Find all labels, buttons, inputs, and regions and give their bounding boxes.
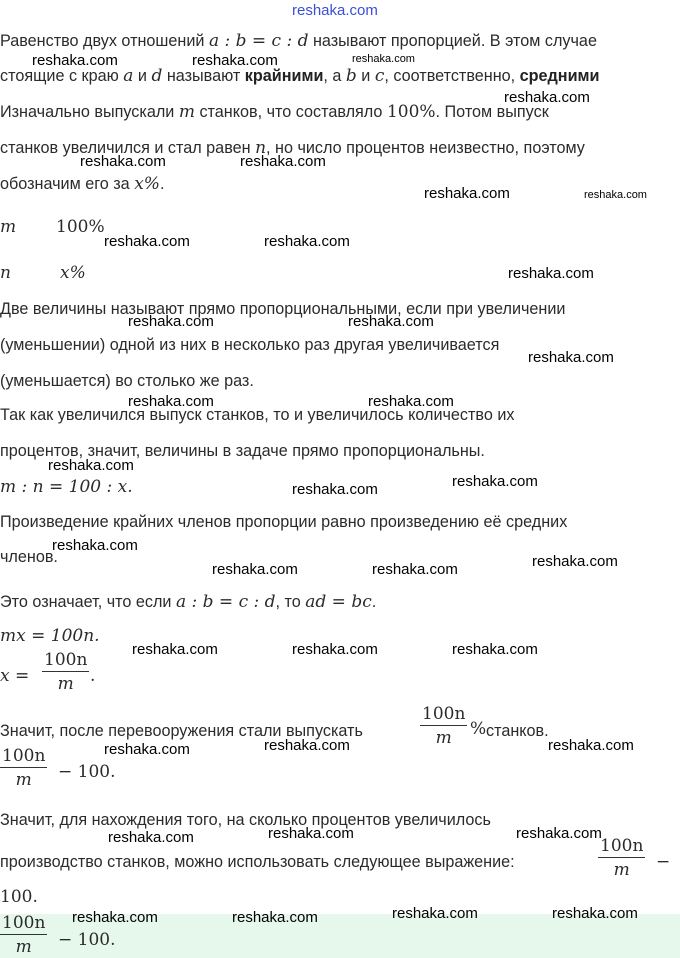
watermark: reshaka.com	[128, 313, 214, 330]
bold-term: крайними	[244, 67, 324, 85]
math-var: m	[178, 102, 195, 122]
watermark: reshaka.com	[348, 313, 434, 330]
watermark: reshaka.com	[48, 457, 134, 474]
math-var: b	[345, 66, 357, 86]
text: , то	[275, 593, 306, 611]
fraction-numerator: 100n	[600, 836, 644, 856]
math-var: x%	[134, 174, 160, 194]
fraction-answer	[0, 913, 47, 957]
watermark: reshaka.com	[32, 52, 118, 69]
watermark: reshaka.com	[292, 641, 378, 658]
reasoning-line-2: процентов, значит, величины в задаче прямо пропорциональны.	[0, 442, 485, 460]
solution-line-1	[0, 102, 549, 122]
watermark: reshaka.com	[128, 393, 214, 410]
conclusion-minus: −	[656, 852, 671, 872]
fraction-bar	[0, 934, 47, 935]
watermark: reshaka.com	[108, 829, 194, 846]
fraction-denominator: m	[613, 860, 630, 880]
fraction-bar	[0, 767, 47, 768]
table-row-1-col-a: m	[0, 217, 17, 237]
text: и	[133, 67, 152, 85]
table-row-2-col-b: x%	[60, 263, 86, 283]
watermark: reshaka.com	[192, 52, 278, 69]
watermark: reshaka.com	[132, 641, 218, 658]
bold-term: средними	[519, 67, 600, 85]
conclusion-line-3: 100.	[0, 887, 38, 907]
fraction-numerator: 100n	[2, 746, 46, 766]
rule-line-3: (уменьшается) во столько же раз.	[0, 372, 254, 390]
rule-line-1: Две величины называют прямо пропорциональными, если при увеличении	[0, 300, 566, 318]
watermark: reshaka.com	[528, 349, 614, 366]
site-header-link[interactable]: reshaka.com	[292, 2, 378, 19]
property-example	[0, 592, 376, 612]
watermark: reshaka.com	[548, 737, 634, 754]
math-var: a	[123, 66, 134, 86]
watermark: reshaka.com	[516, 825, 602, 842]
text: называют	[162, 67, 245, 85]
answer-tail: − 100.	[58, 930, 116, 950]
watermark: reshaka.com	[452, 641, 538, 658]
fraction-result	[420, 704, 467, 748]
table-row-1-col-b: 100%	[56, 217, 105, 237]
math-product: ad = bc	[305, 592, 372, 612]
watermark: reshaka.com	[508, 265, 594, 282]
watermark: reshaka.com	[52, 537, 138, 554]
equation-x-lhs: x =	[0, 666, 30, 686]
watermark: reshaka.com	[104, 233, 190, 250]
math-number: 100%	[386, 102, 436, 122]
text: .	[159, 175, 165, 193]
watermark: reshaka.com	[504, 89, 590, 106]
property-line-2: членов.	[0, 548, 58, 566]
math-var: n	[255, 138, 267, 158]
fraction-eq4	[0, 746, 47, 790]
math-proportion: a : b = c : d	[208, 31, 309, 51]
property-line-1: Произведение крайних членов пропорции равно произведению её средних	[0, 513, 568, 531]
text: Изначально выпускали	[0, 103, 179, 121]
equation-x-tail: .	[90, 666, 96, 686]
text: называют пропорцией. В этом случае	[308, 32, 597, 50]
equation-eq4-tail: − 100.	[58, 762, 116, 782]
watermark: reshaka.com	[424, 185, 510, 202]
watermark: reshaka.com	[584, 189, 647, 201]
watermark: reshaka.com	[212, 561, 298, 578]
rule-line-2: (уменьшении) одной из них в несколько раз другая увеличивается	[0, 336, 500, 354]
watermark: reshaka.com	[452, 473, 538, 490]
fraction-conclusion	[598, 836, 645, 880]
math-var: c	[374, 66, 385, 86]
fraction-denominator: m	[15, 937, 32, 957]
text: . Потом выпуск	[435, 103, 549, 121]
percent-sign: %	[470, 719, 487, 739]
fraction-numerator: 100n	[2, 913, 46, 933]
watermark: reshaka.com	[104, 741, 190, 758]
text: , но число процентов неизвестно, поэтому	[266, 139, 585, 157]
conclusion-line-1: Значит, для нахождения того, на сколько процентов увеличилось	[0, 811, 491, 829]
fraction-bar	[420, 725, 467, 726]
equation-proportion: m : n = 100 : x.	[0, 477, 133, 497]
text: стоящие с краю	[0, 67, 124, 85]
text: .	[371, 593, 377, 611]
conclusion-line-2: производство станков, можно использовать следующее выражение:	[0, 853, 515, 871]
reasoning-line-1: Так как увеличился выпуск станков, то и увеличилось количество их	[0, 406, 515, 424]
result-text-a: Значит, после перевооружения стали выпускать	[0, 722, 363, 740]
definition-line-1	[0, 31, 597, 51]
fraction-denominator: m	[435, 728, 452, 748]
text: станков, что составляло	[194, 103, 387, 121]
result-text-b: станков.	[486, 722, 549, 740]
math-proportion: a : b = c : d	[175, 592, 276, 612]
fraction-denominator: m	[57, 674, 74, 694]
text: Это означает, что если	[0, 593, 176, 611]
text: обозначим его за	[0, 175, 135, 193]
watermark: reshaka.com	[264, 737, 350, 754]
text: Равенство двух отношений	[0, 32, 209, 50]
watermark: reshaka.com	[264, 233, 350, 250]
watermark: reshaka.com	[352, 53, 415, 65]
fraction-bar	[598, 857, 645, 858]
watermark: reshaka.com	[292, 481, 378, 498]
watermark: reshaka.com	[368, 393, 454, 410]
text: , а	[323, 67, 346, 85]
math-var: d	[151, 66, 163, 86]
watermark: reshaka.com	[240, 153, 326, 170]
watermark: reshaka.com	[372, 561, 458, 578]
watermark: reshaka.com	[232, 909, 318, 926]
fraction-bar	[42, 671, 89, 672]
fraction-denominator: m	[15, 770, 32, 790]
text: и	[356, 67, 375, 85]
text: станков увеличился и стал равен	[0, 139, 256, 157]
fraction-numerator: 100n	[422, 704, 466, 724]
watermark: reshaka.com	[532, 553, 618, 570]
watermark: reshaka.com	[72, 909, 158, 926]
definition-line-2	[0, 66, 599, 86]
text: , соответственно,	[384, 67, 520, 85]
watermark: reshaka.com	[268, 825, 354, 842]
watermark: reshaka.com	[392, 905, 478, 922]
watermark: reshaka.com	[552, 905, 638, 922]
fraction-numerator: 100n	[44, 650, 88, 670]
solution-line-3	[0, 174, 164, 194]
table-row-2-col-a: n	[0, 263, 11, 283]
fraction-x	[42, 650, 89, 694]
equation-mx: mx = 100n.	[0, 626, 100, 646]
watermark: reshaka.com	[80, 153, 166, 170]
